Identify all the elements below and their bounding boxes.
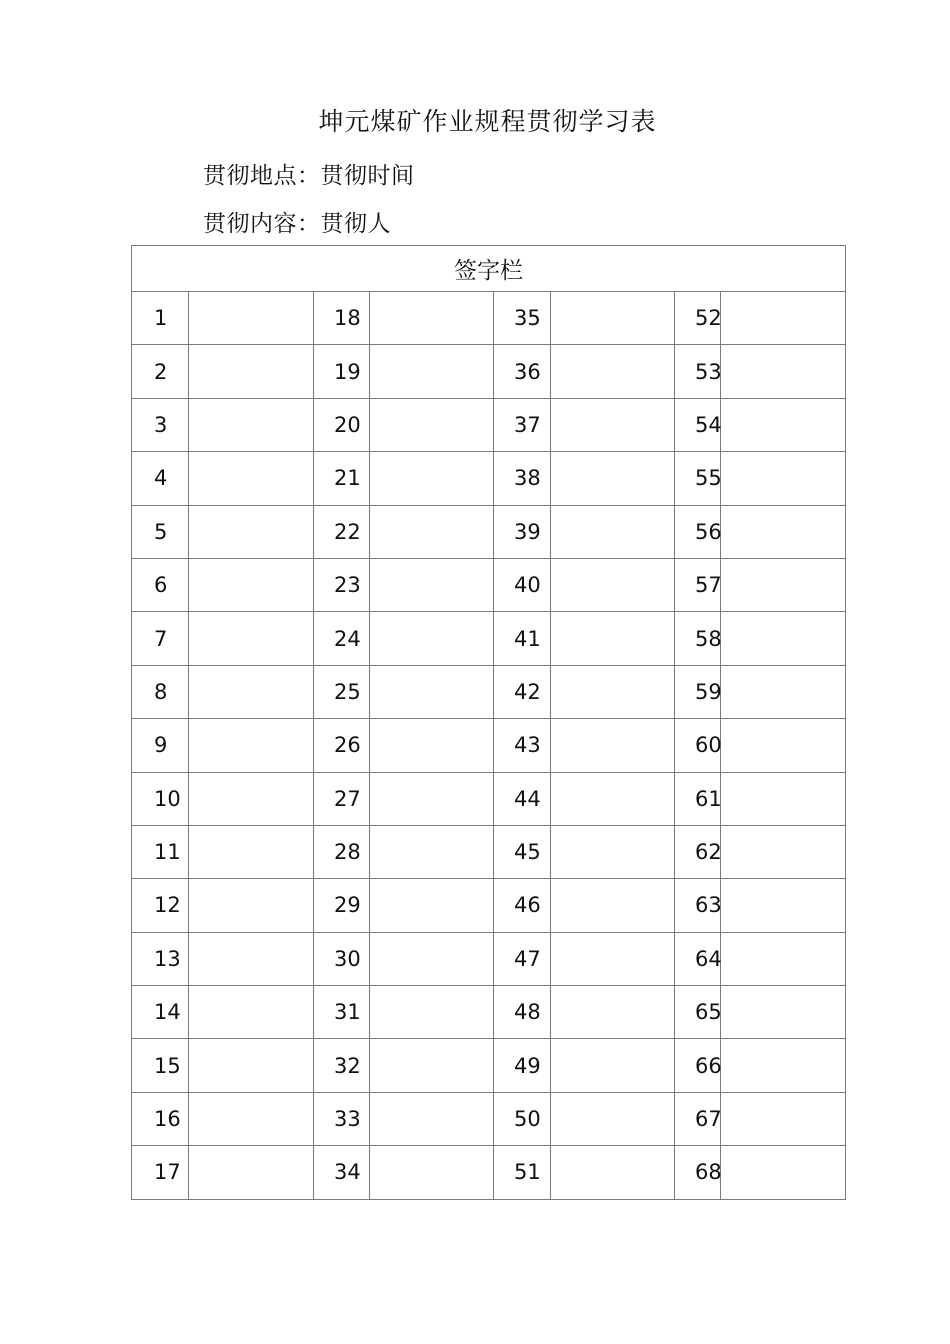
signature-cell[interactable] xyxy=(370,292,494,345)
signature-cell[interactable] xyxy=(189,719,314,772)
signature-cell[interactable] xyxy=(551,505,675,558)
row-number-cell: 36 xyxy=(494,345,551,398)
signature-cell[interactable] xyxy=(370,558,494,611)
signature-cell[interactable] xyxy=(189,1039,314,1092)
signature-cell[interactable] xyxy=(551,932,675,985)
row-number-cell: 29 xyxy=(314,879,370,932)
signature-cell[interactable] xyxy=(189,558,314,611)
row-number-cell: 20 xyxy=(314,398,370,451)
signature-table xyxy=(131,245,846,1200)
table-row xyxy=(132,452,846,505)
signature-cell[interactable] xyxy=(189,879,314,932)
row-number-cell: 8 xyxy=(132,665,189,718)
signature-cell[interactable] xyxy=(721,398,846,451)
signature-cell[interactable] xyxy=(721,665,846,718)
signature-cell[interactable] xyxy=(721,292,846,345)
signature-cell[interactable] xyxy=(370,772,494,825)
signature-cell[interactable] xyxy=(551,1092,675,1145)
row-number-cell: 15 xyxy=(132,1039,189,1092)
table-row xyxy=(132,345,846,398)
signature-cell[interactable] xyxy=(189,292,314,345)
signature-cell[interactable] xyxy=(721,932,846,985)
row-number-cell: 10 xyxy=(132,772,189,825)
signature-cell[interactable] xyxy=(721,772,846,825)
signature-cell[interactable] xyxy=(551,558,675,611)
table-row xyxy=(132,612,846,665)
signature-cell[interactable] xyxy=(189,505,314,558)
table-row xyxy=(132,665,846,718)
row-number-cell: 45 xyxy=(494,825,551,878)
signature-cell[interactable] xyxy=(721,612,846,665)
row-number-cell: 3 xyxy=(132,398,189,451)
signature-cell[interactable] xyxy=(189,986,314,1039)
table-header-row xyxy=(132,246,846,292)
row-number-cell: 65 xyxy=(675,986,721,1039)
row-number-cell: 44 xyxy=(494,772,551,825)
row-number-cell: 58 xyxy=(675,612,721,665)
signature-cell[interactable] xyxy=(370,825,494,878)
row-number-cell: 9 xyxy=(132,719,189,772)
row-number-cell: 31 xyxy=(314,986,370,1039)
row-number-cell: 17 xyxy=(132,1146,189,1199)
signature-column-header: 签字栏 xyxy=(132,246,846,292)
row-number-cell: 68 xyxy=(675,1146,721,1199)
signature-cell[interactable] xyxy=(370,612,494,665)
signature-cell[interactable] xyxy=(721,986,846,1039)
signature-cell[interactable] xyxy=(721,452,846,505)
row-number-cell: 62 xyxy=(675,825,721,878)
signature-cell[interactable] xyxy=(189,345,314,398)
table-row xyxy=(132,292,846,345)
row-number-cell: 38 xyxy=(494,452,551,505)
row-number-cell: 22 xyxy=(314,505,370,558)
table-row xyxy=(132,932,846,985)
table-row xyxy=(132,505,846,558)
signature-cell[interactable] xyxy=(551,398,675,451)
signature-cell[interactable] xyxy=(551,1146,675,1199)
row-number-cell: 6 xyxy=(132,558,189,611)
row-number-cell: 27 xyxy=(314,772,370,825)
signature-cell[interactable] xyxy=(370,1039,494,1092)
signature-cell[interactable] xyxy=(721,1146,846,1199)
table-row xyxy=(132,986,846,1039)
signature-cell[interactable] xyxy=(551,719,675,772)
signature-cell[interactable] xyxy=(551,986,675,1039)
row-number-cell: 13 xyxy=(132,932,189,985)
row-number-cell: 2 xyxy=(132,345,189,398)
signature-cell[interactable] xyxy=(370,932,494,985)
table-row xyxy=(132,772,846,825)
signature-cell[interactable] xyxy=(551,665,675,718)
row-number-cell: 54 xyxy=(675,398,721,451)
row-number-cell: 26 xyxy=(314,719,370,772)
content-person-line: 贯彻内容：贯彻人 xyxy=(203,211,391,237)
row-number-cell: 60 xyxy=(675,719,721,772)
row-number-cell: 24 xyxy=(314,612,370,665)
table-row xyxy=(132,558,846,611)
table-row xyxy=(132,879,846,932)
row-number-cell: 30 xyxy=(314,932,370,985)
row-number-cell: 61 xyxy=(675,772,721,825)
signature-cell[interactable] xyxy=(189,665,314,718)
signature-cell[interactable] xyxy=(721,558,846,611)
row-number-cell: 39 xyxy=(494,505,551,558)
row-number-cell: 23 xyxy=(314,558,370,611)
signature-cell[interactable] xyxy=(370,345,494,398)
signature-cell[interactable] xyxy=(189,452,314,505)
row-number-cell: 50 xyxy=(494,1092,551,1145)
row-number-cell: 35 xyxy=(494,292,551,345)
signature-cell[interactable] xyxy=(721,505,846,558)
signature-cell[interactable] xyxy=(721,1039,846,1092)
signature-cell[interactable] xyxy=(551,879,675,932)
signature-cell[interactable] xyxy=(370,1146,494,1199)
row-number-cell: 52 xyxy=(675,292,721,345)
page-title: 坤元煤矿作业规程贯彻学习表 xyxy=(318,107,657,136)
signature-cell[interactable] xyxy=(370,452,494,505)
row-number-cell: 59 xyxy=(675,665,721,718)
table-row xyxy=(132,1039,846,1092)
row-number-cell: 12 xyxy=(132,879,189,932)
row-number-cell: 11 xyxy=(132,825,189,878)
signature-cell[interactable] xyxy=(551,772,675,825)
row-number-cell: 5 xyxy=(132,505,189,558)
signature-cell[interactable] xyxy=(551,612,675,665)
row-number-cell: 41 xyxy=(494,612,551,665)
signature-cell[interactable] xyxy=(721,345,846,398)
row-number-cell: 49 xyxy=(494,1039,551,1092)
row-number-cell: 32 xyxy=(314,1039,370,1092)
signature-cell[interactable] xyxy=(189,1092,314,1145)
row-number-cell: 46 xyxy=(494,879,551,932)
signature-cell[interactable] xyxy=(551,292,675,345)
row-number-cell: 7 xyxy=(132,612,189,665)
row-number-cell: 51 xyxy=(494,1146,551,1199)
row-number-cell: 37 xyxy=(494,398,551,451)
row-number-cell: 42 xyxy=(494,665,551,718)
signature-cell[interactable] xyxy=(370,879,494,932)
table-row xyxy=(132,825,846,878)
table-row xyxy=(132,1146,846,1199)
signature-cell[interactable] xyxy=(721,1092,846,1145)
row-number-cell: 16 xyxy=(132,1092,189,1145)
signature-cell[interactable] xyxy=(370,719,494,772)
signature-cell[interactable] xyxy=(189,932,314,985)
row-number-cell: 43 xyxy=(494,719,551,772)
signature-cell[interactable] xyxy=(189,825,314,878)
row-number-cell: 28 xyxy=(314,825,370,878)
location-time-line: 贯彻地点：贯彻时间 xyxy=(203,163,415,189)
table-row xyxy=(132,398,846,451)
signature-cell[interactable] xyxy=(370,1092,494,1145)
row-number-cell: 34 xyxy=(314,1146,370,1199)
row-number-cell: 66 xyxy=(675,1039,721,1092)
signature-cell[interactable] xyxy=(189,612,314,665)
row-number-cell: 63 xyxy=(675,879,721,932)
signature-cell[interactable] xyxy=(370,398,494,451)
row-number-cell: 4 xyxy=(132,452,189,505)
row-number-cell: 55 xyxy=(675,452,721,505)
row-number-cell: 57 xyxy=(675,558,721,611)
row-number-cell: 21 xyxy=(314,452,370,505)
row-number-cell: 47 xyxy=(494,932,551,985)
row-number-cell: 18 xyxy=(314,292,370,345)
row-number-cell: 14 xyxy=(132,986,189,1039)
signature-cell[interactable] xyxy=(370,665,494,718)
signature-cell[interactable] xyxy=(551,345,675,398)
signature-cell[interactable] xyxy=(721,879,846,932)
signature-cell[interactable] xyxy=(551,825,675,878)
signature-cell[interactable] xyxy=(189,398,314,451)
row-number-cell: 64 xyxy=(675,932,721,985)
row-number-cell: 1 xyxy=(132,292,189,345)
row-number-cell: 48 xyxy=(494,986,551,1039)
row-number-cell: 19 xyxy=(314,345,370,398)
row-number-cell: 25 xyxy=(314,665,370,718)
signature-cell[interactable] xyxy=(551,1039,675,1092)
row-number-cell: 56 xyxy=(675,505,721,558)
signature-cell[interactable] xyxy=(189,772,314,825)
table-row xyxy=(132,1092,846,1145)
row-number-cell: 53 xyxy=(675,345,721,398)
signature-cell[interactable] xyxy=(370,505,494,558)
row-number-cell: 40 xyxy=(494,558,551,611)
signature-cell[interactable] xyxy=(721,719,846,772)
row-number-cell: 67 xyxy=(675,1092,721,1145)
signature-cell[interactable] xyxy=(721,825,846,878)
table-row xyxy=(132,719,846,772)
signature-cell[interactable] xyxy=(370,986,494,1039)
row-number-cell: 33 xyxy=(314,1092,370,1145)
signature-cell[interactable] xyxy=(551,452,675,505)
signature-cell[interactable] xyxy=(189,1146,314,1199)
